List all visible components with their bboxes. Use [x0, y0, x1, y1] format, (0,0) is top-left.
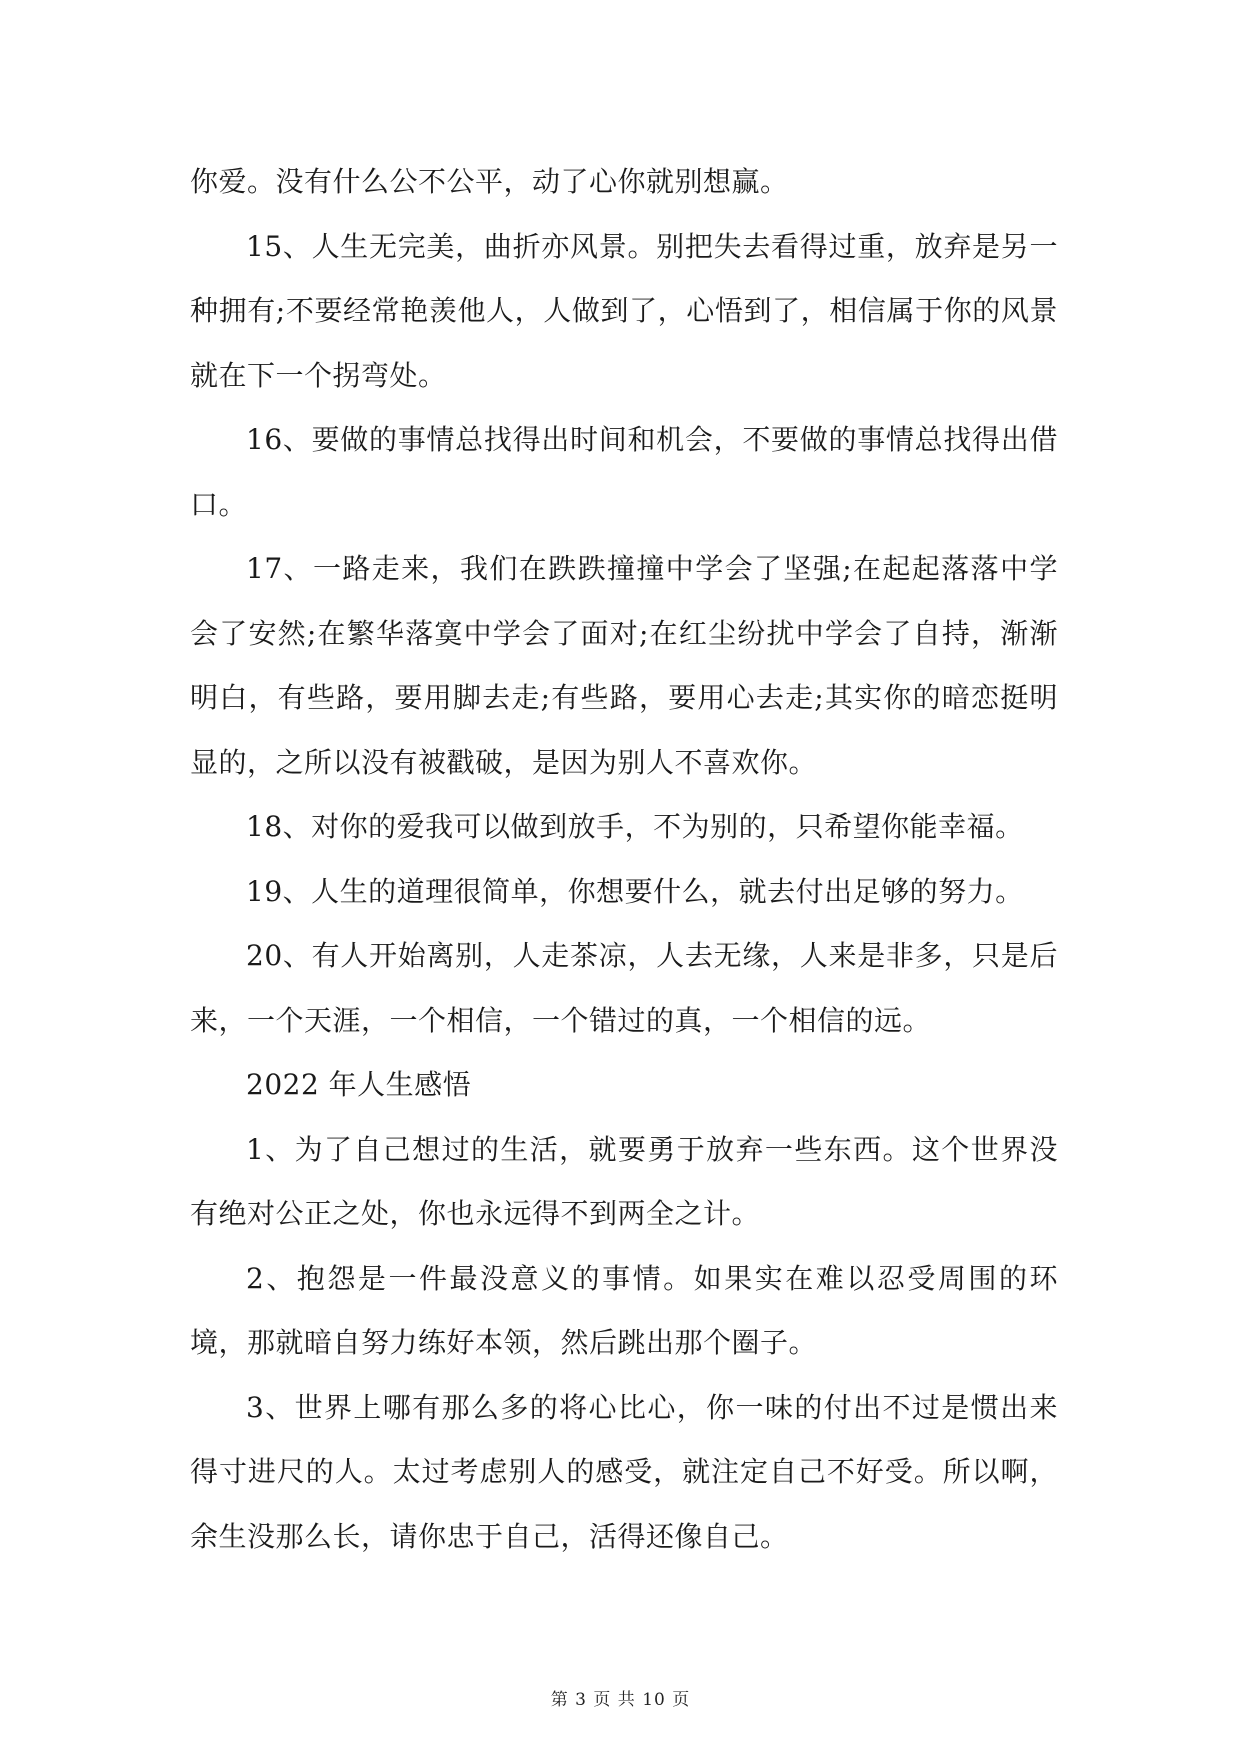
- paragraph-continuation: 你爱。没有什么公不公平，动了心你就别想赢。: [190, 165, 789, 198]
- paragraph-item-3: 3、世界上哪有那么多的将心比心，你一味的付出不过是惯出来得寸进尺的人。太过考虑别人的感受，就注定自己不好受。所以啊，余生没那么长，请你忠于自己，活得还像自己。: [190, 1390, 1058, 1553]
- paragraph-item-1: 1、为了自己想过的生活，就要勇于放弃一些东西。这个世界没有绝对公正之处，你也永远得不到两全之计。: [190, 1132, 1058, 1230]
- paragraph-item-20: 20、有人开始离别，人走茶凉，人去无缘，人来是非多，只是后来，一个天涯，一个相信，一个错过的真，一个相信的远。: [190, 939, 1058, 1037]
- paragraph-item-19: 19、人生的道理很简单，你想要什么，就去付出足够的努力。: [246, 874, 1024, 908]
- paragraph-item-16: 16、要做的事情总找得出时间和机会，不要做的事情总找得出借口。: [190, 423, 1058, 521]
- document-body: [190, 150, 1058, 1569]
- paragraph-item-2: 2、抱怨是一件最没意义的事情。如果实在难以忍受周围的环境，那就暗自努力练好本领，然后跳出那个圈子。: [190, 1261, 1058, 1359]
- paragraph-item-18: 18、对你的爱我可以做到放手，不为别的，只希望你能幸福。: [246, 810, 1024, 843]
- paragraph-item-15: 15、人生无完美，曲折亦风景。别把失去看得过重，放弃是另一种拥有;不要经常艳羡他人，人做到了，心悟到了，相信属于你的风景就在下一个拐弯处。: [190, 229, 1058, 392]
- page-number-footer: 第 3 页 共 10 页: [550, 1690, 691, 1710]
- paragraph-item-17: 17、一路走来，我们在跌跌撞撞中学会了坚强;在起起落落中学会了安然;在繁华落寞中学会了面对;在红尘纷扰中学会了自持，渐渐明白，有些路，要用脚去走;有些路，要用心去走;其实你的暗恋挺明显的，之所以没有被戳破，是因为别人不喜欢你。: [190, 552, 1058, 779]
- section-heading: 2022 年人生感悟: [246, 1068, 472, 1101]
